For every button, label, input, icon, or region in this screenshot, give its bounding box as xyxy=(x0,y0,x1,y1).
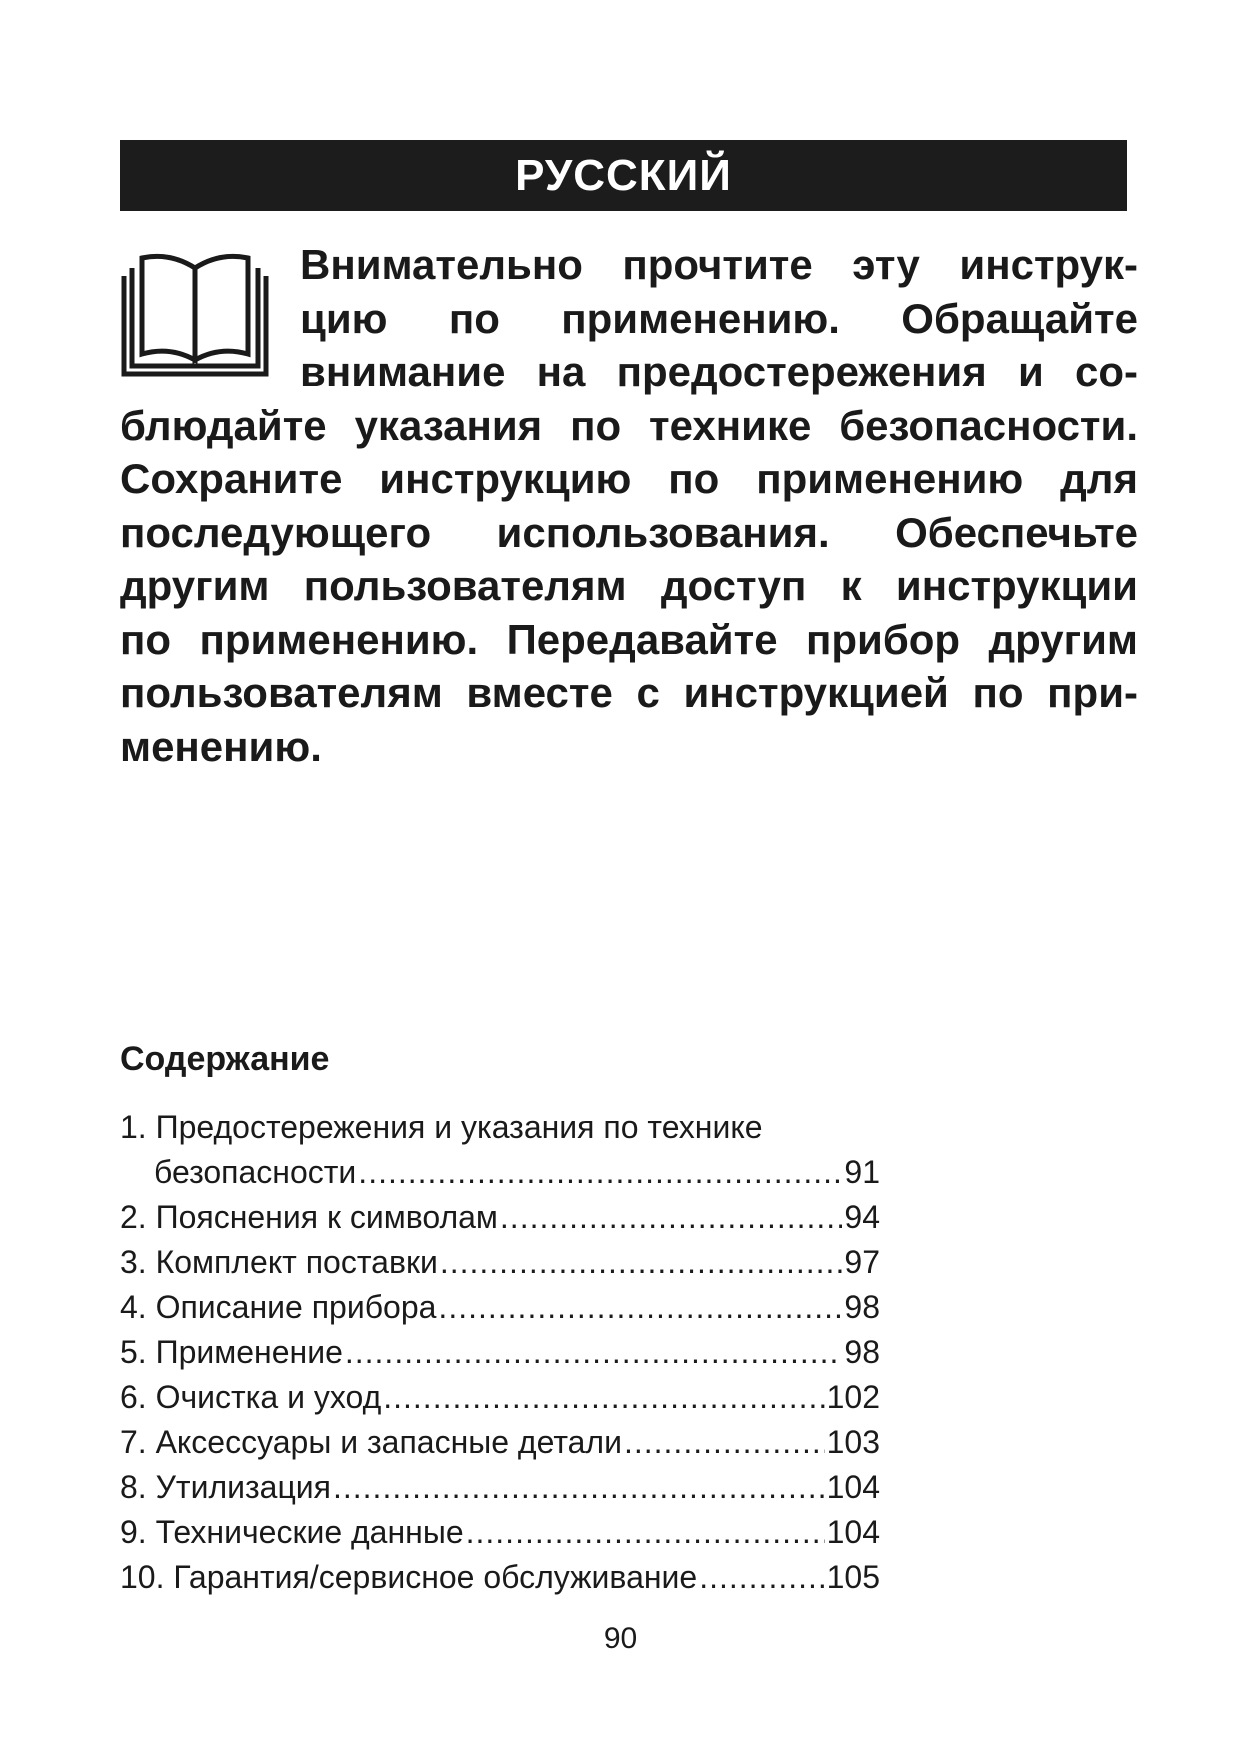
toc-item-1 xyxy=(120,1150,880,1195)
toc-title: Содержание xyxy=(120,1040,330,1078)
toc-item-1-title: 1. Предостережения и указания по технике xyxy=(120,1109,763,1145)
intro-line-3: внимание на предостережения и со- xyxy=(300,348,1138,395)
intro-line-10: менению. xyxy=(120,722,322,770)
toc-item-title: 3. Комплект поставки xyxy=(120,1244,438,1280)
toc-leader-dots xyxy=(440,1240,843,1285)
toc-item-title: 7. Аксессуары и запасные детали xyxy=(120,1424,622,1460)
toc-item-page: 105 xyxy=(826,1559,880,1595)
toc-leader-dots xyxy=(500,1195,843,1240)
toc-item-3 xyxy=(120,1240,880,1285)
toc-item-7 xyxy=(120,1420,880,1465)
intro-line-1: Внимательно прочтите эту инструк- xyxy=(300,241,1138,288)
toc-item-page: 104 xyxy=(826,1514,880,1550)
toc-leader-dots xyxy=(333,1465,825,1510)
toc-item-title: 5. Применение xyxy=(120,1334,343,1370)
toc-item-title: 9. Технические данные xyxy=(120,1514,464,1550)
intro-line-8: по применению. Передавайте прибор другим xyxy=(120,615,1138,663)
toc-leader-dots xyxy=(699,1555,824,1600)
toc-item-6 xyxy=(120,1375,880,1420)
toc-item-5 xyxy=(120,1330,880,1375)
intro-warning xyxy=(120,238,1138,773)
page-number: 90 xyxy=(603,1622,638,1655)
toc-item-title: 6. Очистка и уход xyxy=(120,1379,382,1415)
toc-item-page: 102 xyxy=(826,1379,880,1415)
toc-item-page: 98 xyxy=(844,1289,880,1325)
toc-leader-dots xyxy=(624,1420,825,1465)
intro-line-6: последующего использования. Обеспечьте xyxy=(120,508,1138,556)
toc-item-page: 103 xyxy=(826,1424,880,1460)
intro-line-9: пользователям вместе с инструкцией по при- xyxy=(120,669,1138,716)
toc-item-9 xyxy=(120,1510,880,1555)
toc-item-page: 97 xyxy=(844,1244,880,1280)
toc-item-title: 8. Утилизация xyxy=(120,1469,331,1505)
intro-line-2: цию по применению. Обращайте xyxy=(300,294,1138,342)
language-banner xyxy=(120,140,1127,211)
toc-item-page: 104 xyxy=(826,1469,880,1505)
toc-item-page: 91 xyxy=(844,1154,880,1190)
toc-item-title: безопасности xyxy=(154,1154,357,1190)
intro-line-4: блюдайте указания по технике безопасности. xyxy=(120,401,1138,449)
open-book-icon xyxy=(120,246,270,381)
toc-leader-dots xyxy=(358,1150,842,1195)
toc-item-title: 4. Описание прибора xyxy=(120,1289,437,1325)
toc-item-4 xyxy=(120,1285,880,1330)
toc-item-title: 2. Пояснения к символам xyxy=(120,1199,498,1235)
table-of-contents xyxy=(120,1105,880,1600)
intro-line-5: Сохраните инструкцию по применению для xyxy=(120,455,1138,502)
toc-leader-dots xyxy=(466,1510,825,1555)
intro-line-7: другим пользователям доступ к инструкции xyxy=(120,562,1138,609)
toc-item-2 xyxy=(120,1195,880,1240)
toc-leader-dots xyxy=(383,1375,824,1420)
toc-leader-dots xyxy=(438,1285,842,1330)
toc-item-8 xyxy=(120,1465,880,1510)
toc-item-page: 94 xyxy=(844,1199,880,1235)
toc-item-title: 10. Гарантия/сервисное обслуживание xyxy=(120,1559,698,1595)
language-title: РУССКИЙ xyxy=(515,150,732,200)
toc-leader-dots xyxy=(345,1330,843,1375)
toc-item-10 xyxy=(120,1555,880,1600)
toc-item-page: 98 xyxy=(844,1334,880,1370)
